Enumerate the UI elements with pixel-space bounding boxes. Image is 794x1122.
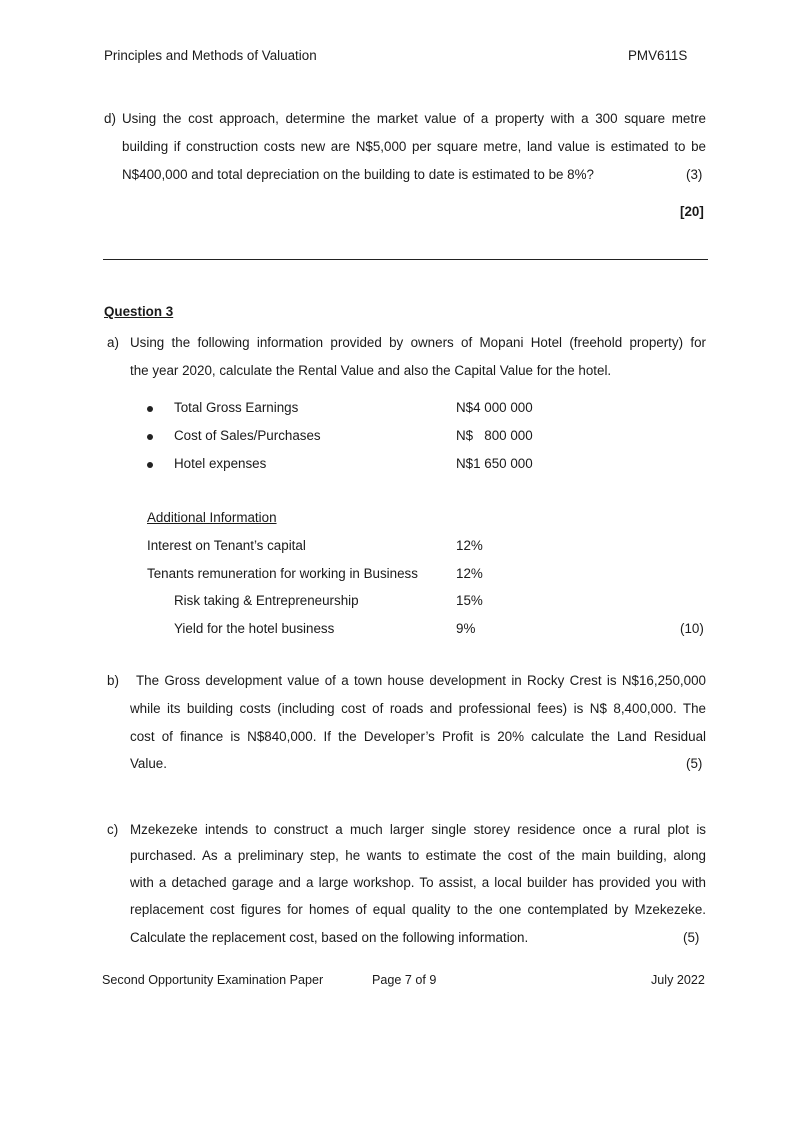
q2-total-marks: [20] xyxy=(680,204,704,219)
bullet-icon xyxy=(147,434,153,440)
additional-label: Interest on Tenant’s capital xyxy=(147,538,306,553)
q3b-label: b) xyxy=(107,673,119,688)
q3a-line-1: Using the following information provided by owners of Mopani Hotel (freehold property) for xyxy=(130,335,706,350)
additional-value: 9% xyxy=(456,621,476,636)
additional-info-title: Additional Information xyxy=(147,510,277,525)
q3c-line-1: Mzekezeke intends to construct a much larger single storey residence once a rural plot is xyxy=(130,822,706,837)
q3c-line-5: Calculate the replacement cost, based on the following information. xyxy=(130,930,529,945)
footer-paper-title: Second Opportunity Examination Paper xyxy=(102,973,324,987)
q3b-line-2: while its building costs (including cost of roads and professional fees) is N$ 8,400,000. The xyxy=(130,701,706,716)
footer-page-number: Page 7 of 9 xyxy=(372,973,437,987)
q3a-marks: (10) xyxy=(680,621,704,636)
bullet-icon xyxy=(147,462,153,468)
section-divider xyxy=(103,259,708,260)
q2d-label: d) xyxy=(104,111,116,126)
course-title: Principles and Methods of Valuation xyxy=(104,48,317,63)
item-label: Hotel expenses xyxy=(174,456,267,471)
q3a-line-2: the year 2020, calculate the Rental Value and also the Capital Value for the hotel. xyxy=(130,363,612,378)
q3c-label: c) xyxy=(107,822,119,837)
item-value: N$1 650 000 xyxy=(456,456,533,471)
footer-date: July 2022 xyxy=(651,973,705,987)
q2d-line-2: building if construction costs new are N$5,000 per square metre, land value is estimated to be xyxy=(122,139,706,154)
additional-label: Yield for the hotel business xyxy=(174,621,335,636)
additional-label: Risk taking & Entrepreneurship xyxy=(174,593,359,608)
q2d-line-3: N$400,000 and total depreciation on the building to date is estimated to be 8%? xyxy=(122,167,594,182)
q3c-line-4: replacement cost figures for homes of equal quality to the one contemplated by Mzekezeke. xyxy=(130,902,706,917)
additional-value: 12% xyxy=(456,538,483,553)
q3a-label: a) xyxy=(107,335,119,350)
q3b-line-1: The Gross development value of a town house development in Rocky Crest is N$16,250,000 xyxy=(136,673,706,688)
q3b-line-4: Value. xyxy=(130,756,167,771)
item-value: N$4 000 000 xyxy=(456,400,533,415)
bullet-icon xyxy=(147,406,153,412)
additional-label: Tenants remuneration for working in Business xyxy=(147,566,418,581)
item-label: Total Gross Earnings xyxy=(174,400,299,415)
question-3-title: Question 3 xyxy=(104,304,174,319)
additional-value: 15% xyxy=(456,593,483,608)
q2d-line-1: Using the cost approach, determine the market value of a property with a 300 square metre xyxy=(122,111,706,126)
q3c-marks: (5) xyxy=(683,930,700,945)
course-code: PMV611S xyxy=(628,48,688,63)
item-label: Cost of Sales/Purchases xyxy=(174,428,321,443)
q3c-line-2: purchased. As a preliminary step, he wants to estimate the cost of the main building, along xyxy=(130,848,706,863)
q3b-line-3: cost of finance is N$840,000. If the Developer’s Profit is 20% calculate the Land Residual xyxy=(130,729,706,744)
item-value: N$ 800 000 xyxy=(456,428,533,443)
q2d-marks: (3) xyxy=(686,167,703,182)
q3b-marks: (5) xyxy=(686,756,703,771)
additional-value: 12% xyxy=(456,566,483,581)
q3c-line-3: with a detached garage and a large workshop. To assist, a local builder has provided you with xyxy=(130,875,706,890)
